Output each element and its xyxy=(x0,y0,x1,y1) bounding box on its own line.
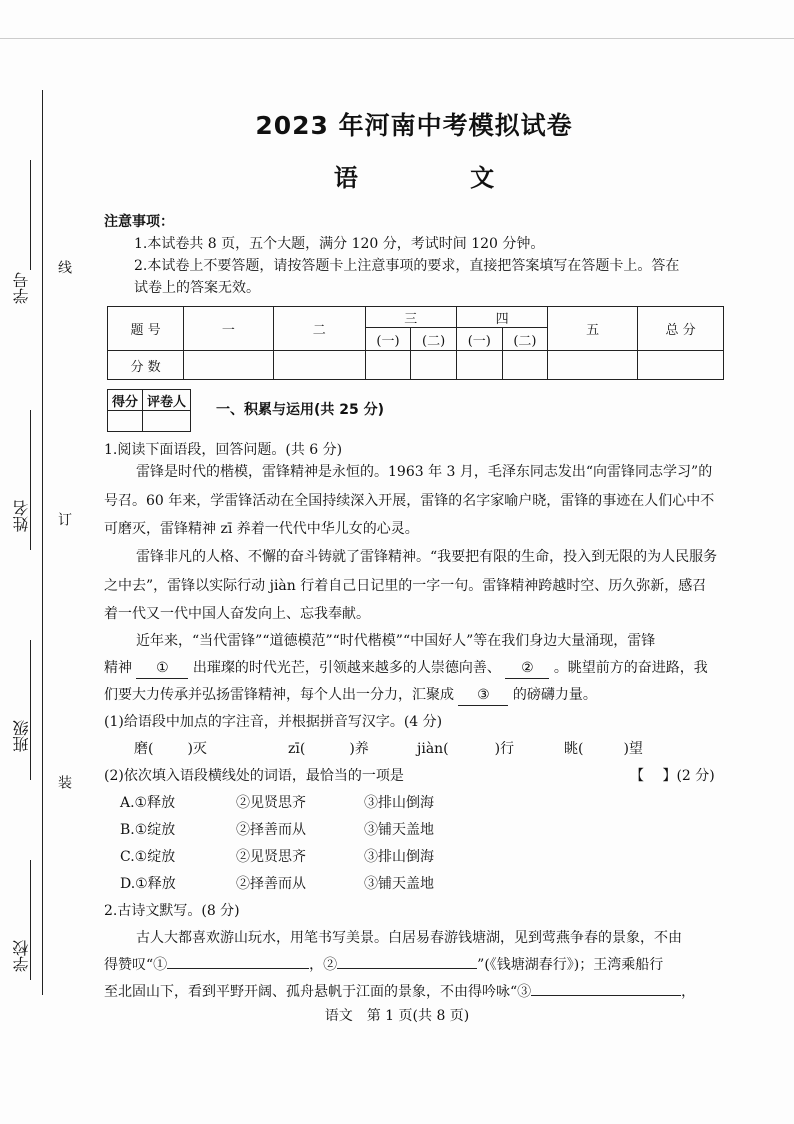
q1-paragraph-2: 雷锋非凡的人格、不懈的奋斗铸就了雷锋精神。“我要把有限的生命，投入到无限的为人民服务之中去”，雷锋以实际行动 jiàn 行着自己日记里的一字一句。雷锋精神跨越时空、历久弥新，感召着一代又一代中国人奋发向上、忘我奉献。 xyxy=(104,549,718,622)
blank-3[interactable]: ③ xyxy=(458,685,508,706)
pinyin-part: 磨( xyxy=(134,741,154,757)
text: 。眺望前方的奋进路，我 xyxy=(553,660,708,676)
pinyin-part: )望 xyxy=(623,741,643,757)
grader-name-cell[interactable] xyxy=(143,411,191,432)
grader-score-label: 得分 xyxy=(108,390,143,411)
note-1: 1.本试卷共 8 页，五个大题，满分 120 分，考试时间 120 分钟。 xyxy=(134,236,545,252)
option-part: ②择善而从 xyxy=(236,822,306,838)
score-cell[interactable] xyxy=(411,351,457,380)
text: 得赞叹“① xyxy=(104,957,168,973)
binding-line xyxy=(42,90,43,995)
q2-title: 2.古诗文默写。(8 分) xyxy=(104,903,240,919)
option-part: C.①绽放 xyxy=(120,849,176,865)
pinyin-part: 眺( xyxy=(564,741,584,757)
poem-blank-1[interactable] xyxy=(167,968,309,969)
score-cell[interactable] xyxy=(184,351,274,380)
note-3: 试卷上的答案无效。 xyxy=(134,280,260,296)
text: 至北固山下，看到平野开阔、孤舟悬帆于江面的景象，不由得吟咏“③ xyxy=(104,984,532,1000)
sub-col-3-2: (二) xyxy=(411,328,457,351)
blank-2[interactable]: ② xyxy=(505,658,549,679)
text: 们要大力传承并弘扬雷锋精神，每个人出一分力，汇聚成 xyxy=(104,687,454,703)
note-2: 2.本试卷上不要答题，请按答题卡上注意事项的要求，直接把答案填写在答题卡上。答在 xyxy=(134,258,680,274)
subject-title: 语 文 xyxy=(333,163,547,192)
sub-col-4-2: (二) xyxy=(502,328,548,351)
grader-box xyxy=(107,389,191,432)
grader-score-cell[interactable] xyxy=(108,411,143,432)
q1-sub2-bracket: 【 】(2 分) xyxy=(630,768,715,784)
text: 精神 xyxy=(104,660,132,676)
field-label-xingming: 姓名 xyxy=(12,500,31,532)
field-label-xuehao: 学号 xyxy=(12,272,31,304)
pinyin-part: zī( xyxy=(288,741,306,757)
col-4: 四 xyxy=(456,307,547,328)
pinyin-item-4 xyxy=(564,739,643,759)
col-3: 三 xyxy=(365,307,456,328)
mark-ding: 订 xyxy=(56,512,72,526)
score-cell[interactable] xyxy=(273,351,365,380)
pinyin-part: )灭 xyxy=(187,741,207,757)
mark-zhuang: 装 xyxy=(56,775,72,789)
option-part: ③铺天盖地 xyxy=(364,876,434,892)
q2-line-2 xyxy=(104,955,663,975)
score-cell[interactable] xyxy=(638,351,724,380)
blank-1[interactable]: ① xyxy=(136,658,188,679)
q1-p3-line3 xyxy=(104,685,597,706)
page-footer: 语文 第 1 页(共 8 页) xyxy=(324,1008,470,1024)
pinyin-item-3 xyxy=(417,739,514,759)
q1-paragraph-1: 雷锋是时代的楷模，雷锋精神是永恒的。1963 年 3 月，毛泽东同志发出“向雷锋同志学习”的号召。60 年来，学雷锋活动在全国持续深入开展，雷锋的名字家喻户晓，雷锋的事迹在人们心中不可磨灭，雷锋精神 zī 养着一代代中华儿女的心灵。 xyxy=(104,464,715,537)
text: ”(《钱塘湖春行》)；王湾乘船行 xyxy=(477,957,664,973)
option-part: D.①释放 xyxy=(120,876,176,892)
grader-name-label: 评卷人 xyxy=(143,390,191,411)
pinyin-part: )行 xyxy=(494,741,515,757)
option-part: ③铺天盖地 xyxy=(364,822,434,838)
q1-sub1: (1)给语段中加点的字注音，并根据拼音写汉字。(4 分) xyxy=(104,714,443,730)
col-1: 一 xyxy=(184,307,274,351)
score-cell[interactable] xyxy=(365,351,411,380)
q2-line-3 xyxy=(104,982,695,1002)
score-row2-label: 分 数 xyxy=(108,351,184,380)
pinyin-part: jiàn( xyxy=(417,741,449,757)
score-cell[interactable] xyxy=(456,351,502,380)
poem-blank-3[interactable] xyxy=(531,995,681,996)
option-part: A.①释放 xyxy=(120,795,176,811)
q1-p3-line2 xyxy=(104,658,708,679)
text: ， xyxy=(681,984,696,1000)
sub-col-4-1: (一) xyxy=(456,328,502,351)
option-part: B.①绽放 xyxy=(120,822,176,838)
pinyin-item-2 xyxy=(288,739,369,759)
col-5: 五 xyxy=(548,307,638,351)
option-part: ③排山倒海 xyxy=(364,849,434,865)
q1-title: 1.阅读下面语段，回答问题。(共 6 分) xyxy=(104,442,343,458)
pinyin-item-1 xyxy=(134,739,207,759)
poem-blank-2[interactable] xyxy=(337,968,477,969)
field-label-banji: 班级 xyxy=(12,720,31,752)
score-cell[interactable] xyxy=(548,351,638,380)
text: 的磅礴力量。 xyxy=(512,687,597,703)
text: ，② xyxy=(309,957,338,973)
sub-col-3-1: (一) xyxy=(365,328,411,351)
option-part: ②见贤思齐 xyxy=(236,849,306,865)
section1-heading: 一、积累与运用(共 25 分) xyxy=(216,402,385,418)
exam-title: 2023 年河南中考模拟试卷 xyxy=(255,111,573,140)
option-part: ③排山倒海 xyxy=(364,795,434,811)
col-total: 总 分 xyxy=(638,307,724,351)
q1-p3-line1: 近年来，“当代雷锋”“道德模范”“时代楷模”“中国好人”等在我们身边大量涌现，雷锋 xyxy=(136,633,656,649)
score-row-label: 题 号 xyxy=(108,307,184,351)
pinyin-part: )养 xyxy=(349,741,369,757)
score-table xyxy=(107,306,724,380)
col-2: 二 xyxy=(273,307,365,351)
field-line-xuehao xyxy=(30,160,31,270)
q1-sub2: (2)依次填入语段横线处的词语，最恰当的一项是 xyxy=(104,768,404,784)
notes-heading: 注意事项： xyxy=(104,214,174,230)
top-border xyxy=(0,38,794,39)
score-cell[interactable] xyxy=(502,351,548,380)
q2-line-1: 古人大都喜欢游山玩水，用笔书写美景。白居易春游钱塘湖，见到莺燕争春的景象，不由 xyxy=(136,930,682,946)
text: 出璀璨的时代光芒，引领越来越多的人崇德向善、 xyxy=(192,660,501,676)
field-label-xuexiao: 学校 xyxy=(12,940,31,972)
mark-xian: 线 xyxy=(56,260,72,274)
option-part: ②见贤思齐 xyxy=(236,795,306,811)
option-part: ②择善而从 xyxy=(236,876,306,892)
field-line-banji xyxy=(30,640,31,780)
